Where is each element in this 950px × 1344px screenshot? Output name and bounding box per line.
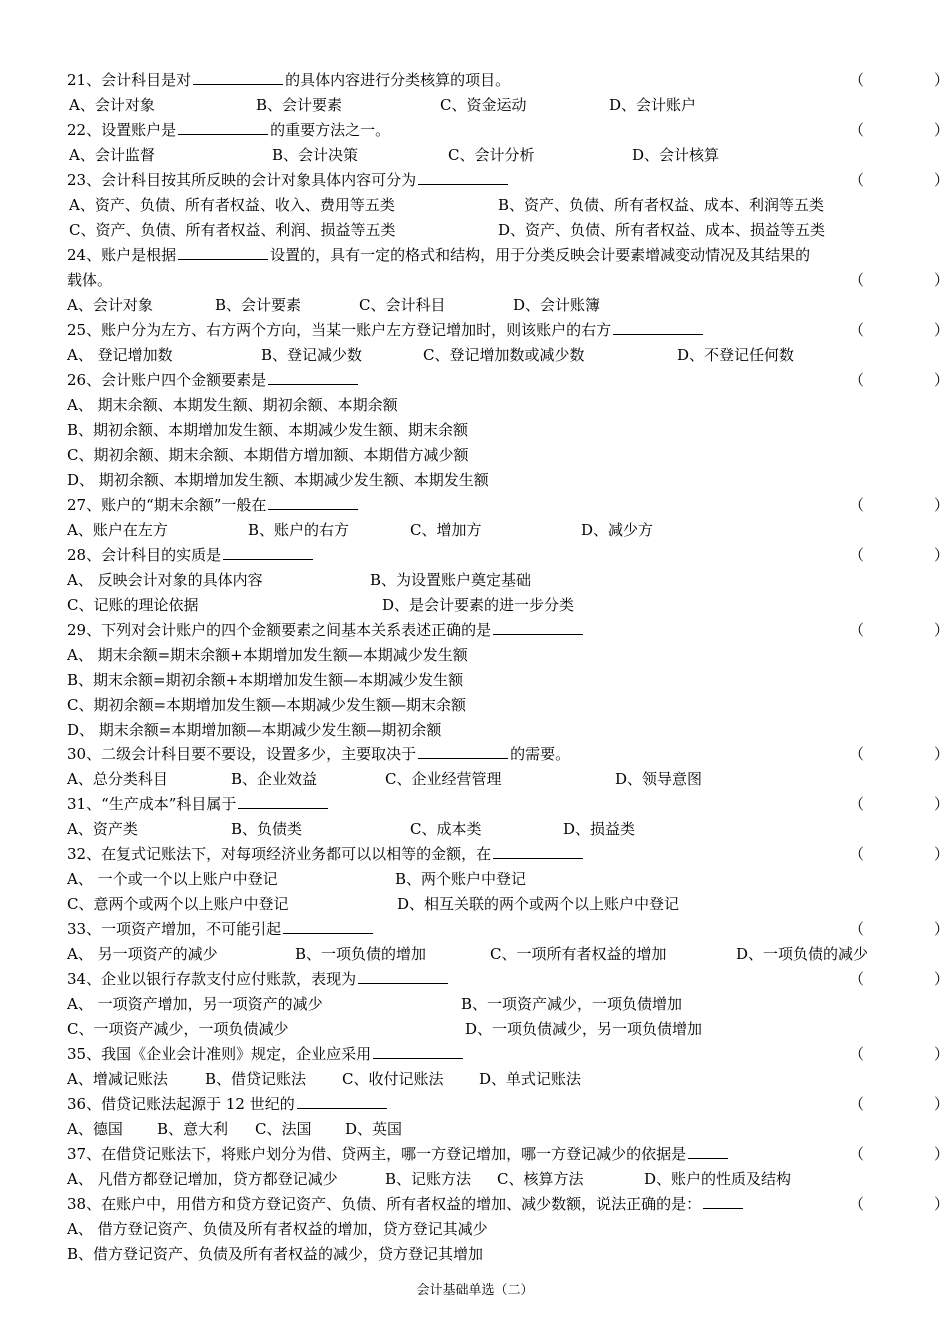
stem-text: 27、账户的“期末余额”一般在 <box>67 496 267 514</box>
option-a: A、 登记增加数 <box>67 346 173 364</box>
stem-text: 23、会计科目按其所反映的会计对象具体内容可分为 <box>67 171 417 189</box>
stem-text: 25、账户分为左方、右方两个方向，当某一账户左方登记增加时，则该账户的右方 <box>67 321 612 339</box>
answer-blank <box>268 493 358 510</box>
stem-text: 的具体内容进行分类核算的项目。 <box>285 71 511 89</box>
paren-open: （ <box>849 121 865 139</box>
option-b: B、期末余额=期初余额+本期增加发生额—本期减少发生额 <box>67 671 464 689</box>
paren-open: （ <box>849 970 865 988</box>
option-d: D、会计账户 <box>609 96 697 114</box>
option-d: D、资产、负债、所有者权益、成本、损益等五类 <box>498 221 826 239</box>
option-a: A、 另一项资产的减少 <box>67 945 218 963</box>
paren-close: ） <box>933 920 949 938</box>
option-d: D、减少方 <box>581 521 654 539</box>
paren-open: （ <box>849 845 865 863</box>
option-d: D、不登记任何数 <box>677 346 795 364</box>
option-a: A、 一个或一个以上账户中登记 <box>67 870 278 888</box>
paren-close: ） <box>933 121 949 139</box>
option-b: B、资产、负债、所有者权益、成本、利润等五类 <box>498 196 825 214</box>
answer-blank <box>373 1042 463 1059</box>
option-a: A、资产、负债、所有者权益、收入、费用等五类 <box>69 196 395 214</box>
paren-close: ） <box>933 970 949 988</box>
paren-open: （ <box>849 321 865 339</box>
paren-open: （ <box>849 920 865 938</box>
stem-text: 30、二级会计科目要不要设，设置多少，主要取决于 <box>67 745 417 763</box>
option-a: A、 一项资产增加，另一项资产的减少 <box>67 995 323 1013</box>
option-a: A、 凡借方都登记增加，贷方都登记减少 <box>67 1170 338 1188</box>
option-c: C、资金运动 <box>440 96 527 114</box>
option-c: C、资产、负债、所有者权益、利润、损益等五类 <box>69 221 396 239</box>
option-b: B、会计要素 <box>215 296 302 314</box>
option-b: B、负债类 <box>231 820 303 838</box>
option-c: C、法国 <box>255 1120 312 1138</box>
paren-open: （ <box>849 71 865 89</box>
paren-close: ） <box>933 1095 949 1113</box>
option-d: D、是会计要素的进一步分类 <box>382 596 575 614</box>
option-a: A、总分类科目 <box>67 770 168 788</box>
answer-blank <box>703 1192 743 1209</box>
stem-text: 33、一项资产增加，不可能引起 <box>67 920 282 938</box>
option-a: A、德国 <box>67 1120 123 1138</box>
option-d: D、会计核算 <box>632 146 720 164</box>
option-a: A、增减记账法 <box>67 1070 168 1088</box>
option-b: B、一项负债的增加 <box>295 945 427 963</box>
stem-text: 28、会计科目的实质是 <box>67 546 222 564</box>
paren-close: ） <box>933 1195 949 1213</box>
stem-text: 36、借贷记账法起源于 12 世纪的 <box>67 1095 295 1113</box>
option-c: C、记账的理论依据 <box>67 596 199 614</box>
option-a: A、资产类 <box>67 820 138 838</box>
stem-text: 载体。 <box>67 271 113 289</box>
stem-text: 的重要方法之一。 <box>270 121 391 139</box>
paren-close: ） <box>933 546 949 564</box>
paren-open: （ <box>849 171 865 189</box>
option-c: C、一项资产减少，一项负债减少 <box>67 1020 289 1038</box>
answer-blank <box>493 618 583 635</box>
stem-text: 38、在账户中，用借方和贷方登记资产、负债、所有者权益的增加、减少数额，说法正确的是： <box>67 1195 702 1213</box>
option-a: A、 借方登记资产、负债及所有者权益的增加，贷方登记其减少 <box>67 1220 488 1238</box>
answer-blank <box>178 118 268 135</box>
answer-blank <box>493 842 583 859</box>
stem-text: 设置的，具有一定的格式和结构，用于分类反映会计要素增减变动情况及其结果的 <box>270 246 811 264</box>
option-c: C、登记增加数或减少数 <box>423 346 585 364</box>
answer-blank <box>297 1092 387 1109</box>
answer-blank <box>418 168 508 185</box>
paren-close: ） <box>933 496 949 514</box>
option-d: D、相互关联的两个或两个以上账户中登记 <box>397 895 680 913</box>
paren-open: （ <box>849 1195 865 1213</box>
option-d: D、 期初余额、本期增加发生额、本期减少发生额、本期发生额 <box>67 471 489 489</box>
option-c: C、成本类 <box>410 820 482 838</box>
option-b: B、借方登记资产、负债及所有者权益的减少，贷方登记其增加 <box>67 1245 484 1263</box>
paren-close: ） <box>933 745 949 763</box>
answer-blank <box>418 742 508 759</box>
option-c: C、企业经营管理 <box>385 770 502 788</box>
stem-text: 22、设置账户是 <box>67 121 177 139</box>
stem-text: 37、在借贷记账法下，将账户划分为借、贷两主，哪一方登记增加，哪一方登记减少的依据是 <box>67 1145 687 1163</box>
paren-open: （ <box>849 496 865 514</box>
option-b: B、为设置账户奠定基础 <box>370 571 532 589</box>
paren-open: （ <box>849 546 865 564</box>
stem-text: 35、我国《企业会计准则》规定，企业应采用 <box>67 1045 372 1063</box>
option-b: B、登记减少数 <box>261 346 363 364</box>
option-d: D、一项负债减少，另一项负债增加 <box>465 1020 703 1038</box>
option-c: C、期初余额、期末余额、本期借方增加额、本期借方减少额 <box>67 446 469 464</box>
paren-open: （ <box>849 371 865 389</box>
option-d: D、账户的性质及结构 <box>644 1170 792 1188</box>
stem-text: 34、企业以银行存款支付应付账款，表现为 <box>67 970 357 988</box>
option-b: B、两个账户中登记 <box>395 870 527 888</box>
option-b: B、一项资产减少，一项负债增加 <box>461 995 683 1013</box>
stem-text: 26、会计账户四个金额要素是 <box>67 371 267 389</box>
option-a: A、 反映会计对象的具体内容 <box>67 571 263 589</box>
paren-close: ） <box>933 321 949 339</box>
option-c: C、会计科目 <box>359 296 446 314</box>
option-b: B、企业效益 <box>231 770 318 788</box>
option-d: D、 期末余额=本期增加额—本期减少发生额—期初余额 <box>67 721 442 739</box>
answer-blank <box>688 1142 728 1159</box>
option-d: D、单式记账法 <box>479 1070 582 1088</box>
option-c: C、增加方 <box>410 521 482 539</box>
option-c: C、核算方法 <box>497 1170 584 1188</box>
option-c: C、意两个或两个以上账户中登记 <box>67 895 289 913</box>
paren-open: （ <box>849 1145 865 1163</box>
paren-open: （ <box>849 621 865 639</box>
paren-close: ） <box>933 795 949 813</box>
paren-open: （ <box>849 745 865 763</box>
option-b: B、会计要素 <box>256 96 343 114</box>
option-d: D、损益类 <box>563 820 636 838</box>
stem-text: 32、在复式记账法下，对每项经济业务都可以以相等的金额，在 <box>67 845 492 863</box>
option-b: B、账户的右方 <box>248 521 350 539</box>
paren-open: （ <box>849 1095 865 1113</box>
answer-blank <box>358 967 448 984</box>
option-b: B、意大利 <box>157 1120 229 1138</box>
answer-blank <box>223 543 313 560</box>
option-b: B、期初余额、本期增加发生额、本期减少发生额、期末余额 <box>67 421 469 439</box>
option-d: D、会计账簿 <box>513 296 601 314</box>
option-a: A、会计对象 <box>69 96 155 114</box>
paren-close: ） <box>933 271 949 289</box>
paren-close: ） <box>933 71 949 89</box>
option-d: D、领导意图 <box>615 770 703 788</box>
option-a: A、 期末余额、本期发生额、期初余额、本期余额 <box>67 396 398 414</box>
option-a: A、会计监督 <box>69 146 155 164</box>
option-a: A、会计对象 <box>67 296 153 314</box>
option-b: B、借贷记账法 <box>205 1070 307 1088</box>
paren-close: ） <box>933 171 949 189</box>
paren-close: ） <box>933 621 949 639</box>
option-c: C、收付记账法 <box>342 1070 444 1088</box>
paren-close: ） <box>933 1045 949 1063</box>
paren-close: ） <box>933 1145 949 1163</box>
answer-blank <box>613 318 703 335</box>
option-c: C、会计分析 <box>448 146 535 164</box>
answer-blank <box>238 792 328 809</box>
stem-text: 31、“生产成本”科目属于 <box>67 795 237 813</box>
stem-text: 29、下列对会计账户的四个金额要素之间基本关系表述正确的是 <box>67 621 492 639</box>
option-a: A、 期末余额=期末余额+本期增加发生额—本期减少发生额 <box>67 646 468 664</box>
option-b: B、会计决策 <box>272 146 359 164</box>
stem-text: 21、会计科目是对 <box>67 71 192 89</box>
option-c: C、一项所有者权益的增加 <box>490 945 667 963</box>
paren-open: （ <box>849 1045 865 1063</box>
option-b: B、记账方法 <box>385 1170 472 1188</box>
stem-text: 的需要。 <box>510 745 571 763</box>
answer-blank <box>268 368 358 385</box>
option-d: D、英国 <box>345 1120 403 1138</box>
answer-blank <box>193 68 283 85</box>
option-d: D、一项负债的减少 <box>736 945 869 963</box>
answer-blank <box>178 243 268 260</box>
paren-open: （ <box>849 271 865 289</box>
option-c: C、期初余额=本期增加发生额—本期减少发生额—期末余额 <box>67 696 467 714</box>
stem-text: 24、账户是根据 <box>67 246 177 264</box>
page-footer: 会计基础单选（二） <box>416 1283 534 1298</box>
paren-close: ） <box>933 845 949 863</box>
paren-open: （ <box>849 795 865 813</box>
answer-blank <box>283 917 373 934</box>
paren-close: ） <box>933 371 949 389</box>
option-a: A、账户在左方 <box>67 521 168 539</box>
